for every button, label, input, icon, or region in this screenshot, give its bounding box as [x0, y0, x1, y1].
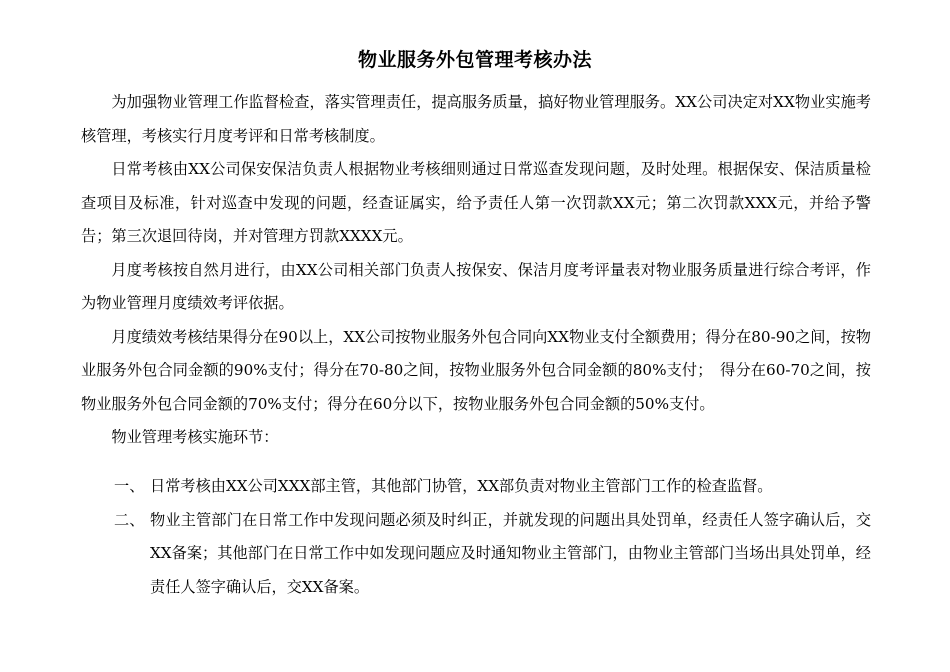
paragraph-payment-rules: 月度绩效考核结果得分在90以上，XX公司按物业服务外包合同向XX物业支付全额费用；得分在80-90之间，按物业服务外包合同金额的90%支付；得分在70-80之间，按物业服务外包合同金额的80%支付； 得分在60-70之间，按物业服务外包合同金额的70%支付；得分在60分以下，按物业服务外包合同金额的50%支付。 — [81, 327, 871, 413]
list-item-text: 物业主管部门在日常工作中发现问题必须及时纠正，并就发现的问题出具处罚单，经责任人签字确认后，交XX备案；其他部门在日常工作中如发现问题应及时通知物业主管部门，由物业主管部门当场出具处罚单，经责任人签字确认后，交XX备案。 — [150, 510, 871, 596]
list-item — [81, 504, 871, 605]
document-body — [81, 86, 871, 455]
list-item-marker: 二、 — [114, 510, 145, 529]
implementation-list — [81, 470, 871, 604]
list-item-marker: 一、 — [114, 477, 145, 495]
paragraph-implementation-heading: 物业管理考核实施环节： — [111, 428, 279, 446]
paragraph-purpose: 为加强物业管理工作监督检查，落实管理责任，提高服务质量，搞好物业管理服务。XX公司决定对XX物业实施考核管理，考核实行月度考评和日常考核制度。 — [81, 93, 871, 145]
document-title: 物业服务外包管理考核办法 — [357, 49, 592, 71]
paragraph-monthly-assessment: 月度考核按自然月进行，由XX公司相关部门负责人按保安、保洁月度考评量表对物业服务质量进行综合考评，作为物业管理月度绩效考评依据。 — [81, 260, 871, 312]
paragraph-daily-assessment: 日常考核由XX公司保安保洁负责人根据物业考核细则通过日常巡查发现问题，及时处理。根据保安、保洁质量检查项目及标准，针对巡查中发现的问题，经查证属实，给予责任人第一次罚款XX元；第二次罚款XXX元，并给予警告；第三次退回待岗，并对管理方罚款XXXX元。 — [81, 160, 871, 245]
list-item-text: 日常考核由XX公司XXX部主管，其他部门协管，XX部负责对物业主管部门工作的检查监督。 — [150, 477, 773, 495]
list-item — [81, 470, 871, 504]
